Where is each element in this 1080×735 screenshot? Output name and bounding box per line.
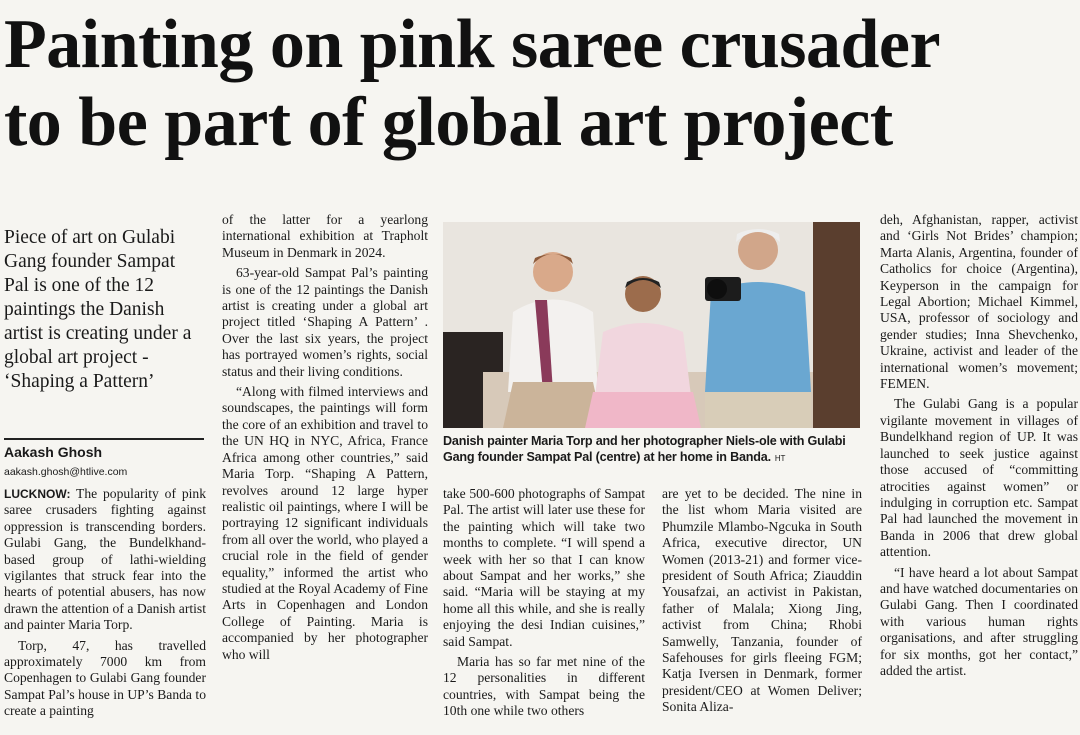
paragraph: Torp, 47, has travelled approximately 7000 km from Copenhagen to Gulabi Gang founder Sampat Pal’s house in UP’s Banda to create a painting — [4, 637, 206, 719]
headline-line-1: Painting on pink saree crusader — [4, 6, 941, 83]
dateline: LUCKNOW: — [4, 487, 71, 501]
article-column-1 — [4, 486, 206, 724]
byline — [4, 438, 204, 478]
caption-text: Danish painter Maria Torp and her photographer Niels-ole with Gulabi Gang founder Sampat Pal (centre) at her home in Banda. — [443, 434, 846, 464]
paragraph: 63-year-old Sampat Pal’s painting is one of the 12 paintings the Danish artist is creating under a global art project titled ‘Shaping A Pattern’ . Over the last six years, the project has portrayed women’s rights, social status and their living conditions. — [222, 265, 428, 379]
article-column-5 — [880, 212, 1078, 683]
paragraph: Maria has so far met nine of the 12 personalities in different countries, with Sampat being the 10th one while two others — [443, 654, 645, 719]
paragraph: are yet to be decided. The nine in the list whom Maria visited are Phumzile Mlambo-Ngcuka in South Africa, executive director, UN Women (2013-21) and former vice-president of South Africa; Ziauddin Yousafzai, an activist in Pakistan, father of Malala; Xiong Jing, activist from China; Rhobi Samwelly, Tanzania, founder of Safehouses for girls fleeing FGM; Katja Iversen in Denmark, former president/CEO at Women Deliver; Sonita Aliza- — [662, 486, 862, 715]
paragraph: take 500-600 photographs of Sampat Pal. The artist will later use these for the painting which will take two months to complete. “I will spend a week with her so that I can know about Sampat and her works,” she said. “Maria will be staying at my home all this while, and she is really enjoying the desi Indian cuisines,” said Sampat. — [443, 486, 645, 649]
paragraph: of the latter for a yearlong international exhibition at Trapholt Museum in Denmark in 2024. — [222, 212, 428, 260]
paragraph-text: The popularity of pink saree crusaders fighting against oppression is transcending borders. Gulabi Gang, the Bundelkhand-based group of lathi-wielding vigilantes that struck fear into the hearts of potential abusers, has now drawn the attention of a Danish artist and painter Maria Torp. — [4, 486, 206, 633]
photo-caption — [443, 433, 860, 467]
paragraph: “Along with filmed interviews and soundscapes, the paintings will form the core of an exhibition and travel to the UN HQ in NYC, Africa, France Africa among other countries,” said Maria Torp. “Shaping A Pattern, revolves around 12 large hyper realistic oil paintings, where I will be portraying 12 significant individuals from all over the world, who played a crucial role in the field of gender equality,” informed the artist who studied at the Royal Academy of Fine Arts in Copenhagen and London College of Painting. Maria is accompanied by her photographer who will — [222, 384, 428, 662]
paragraph: “I have heard a lot about Sampat and have watched documentaries on Gulabi Gang. Then I coordinated with various human rights organisations, and after struggling for six months, got her contact,” added the artist. — [880, 564, 1078, 678]
article-photo — [443, 222, 860, 428]
author-name: Aakash Ghosh — [4, 444, 103, 460]
author-email: aakash.ghosh@htlive.com — [4, 466, 128, 478]
photo-credit: HT — [774, 454, 786, 463]
paragraph: deh, Afghanistan, rapper, activist and ‘Girls Not Brides’ champion; Marta Alanis, Argentina, founder of Catholics for choice (Argentina), Keyperson in the campaign for Legal Abortion; Michael Kimmel, USA, professor of sociology and gender studies; Inna Shevchenko, Ukraine, activist and leader of the international women’s movement; FEMEN. — [880, 212, 1078, 392]
deck-summary: Piece of art on Gulabi Gang founder Sampat Pal is one of the 12 paintings the Danish artist is creating under a global art project - ‘Shaping a Pattern’ — [4, 227, 192, 392]
article-column-2 — [222, 212, 428, 667]
photo-illustration — [443, 222, 860, 428]
article-column-3 — [443, 486, 645, 724]
paragraph — [4, 486, 206, 634]
paragraph: The Gulabi Gang is a popular vigilante movement in villages of Bundelkhand region of UP. It was launched to seek justice against those accused of “committing atrocities against women” or indulging in corruption etc. Sampat Pal had launched the movement in Banda in 2006 that drew global attention. — [880, 396, 1078, 560]
article-column-4 — [662, 486, 862, 720]
headline — [0, 6, 1080, 162]
headline-line-2: to be part of global art project — [4, 84, 893, 161]
